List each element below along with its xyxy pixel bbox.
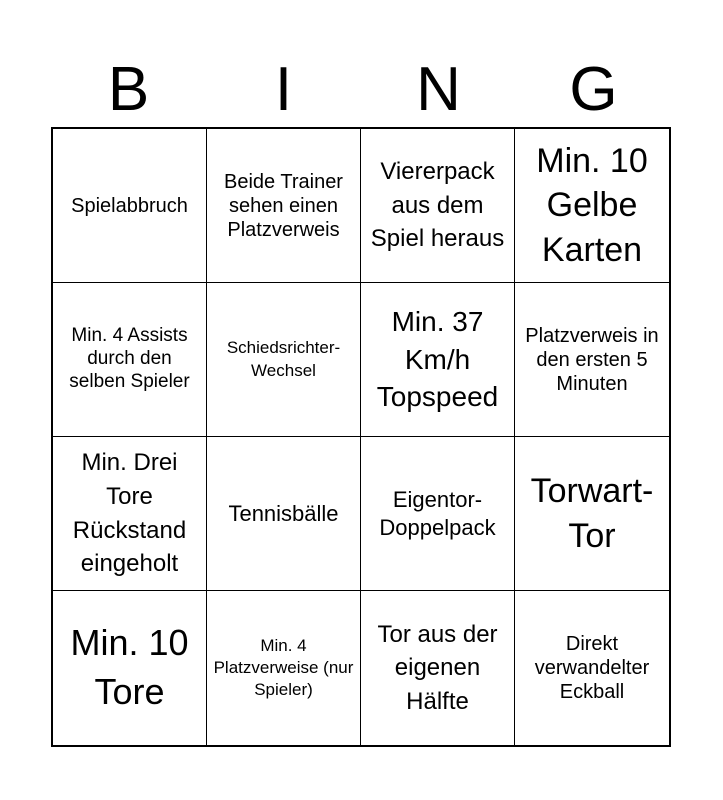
bingo-cell[interactable]: Min. Drei Tore Rückstand eingeholt <box>53 437 207 591</box>
bingo-cell[interactable]: Tor aus der eigenen Hälfte <box>361 591 515 745</box>
bingo-cell[interactable]: Beide Trainer sehen einen Platzverweis <box>207 129 361 283</box>
bingo-board <box>51 127 671 747</box>
bingo-cell[interactable]: Torwart-Tor <box>515 437 669 591</box>
bingo-cell[interactable]: Min. 10 Gelbe Karten <box>515 129 669 283</box>
header-letter-i: I <box>274 55 293 124</box>
bingo-cell[interactable]: Eigentor-Doppelpack <box>361 437 515 591</box>
header-letter-b: B <box>107 55 150 124</box>
bingo-cell[interactable]: Spielabbruch <box>53 129 207 283</box>
bingo-cell[interactable]: Tennisbälle <box>207 437 361 591</box>
bingo-cell[interactable]: Min. 4 Platzverweise (nur Spieler) <box>207 591 361 745</box>
bingo-cell[interactable]: Schiedsrichter-Wechsel <box>207 283 361 437</box>
bingo-cell[interactable]: Viererpack aus dem Spiel heraus <box>361 129 515 283</box>
bingo-header <box>51 52 671 128</box>
bingo-cell[interactable]: Min. 37 Km/h Topspeed <box>361 283 515 437</box>
bingo-cell[interactable]: Platzverweis in den ersten 5 Minuten <box>515 283 669 437</box>
bingo-cell[interactable]: Min. 10 Tore <box>53 591 207 745</box>
header-letter-n: N <box>416 55 461 124</box>
bingo-cell[interactable]: Direkt verwandelter Eckball <box>534 633 650 703</box>
header-letter-g: G <box>569 55 618 124</box>
bingo-cell[interactable]: Min. 4 Assists durch den selben Spieler <box>53 283 207 437</box>
